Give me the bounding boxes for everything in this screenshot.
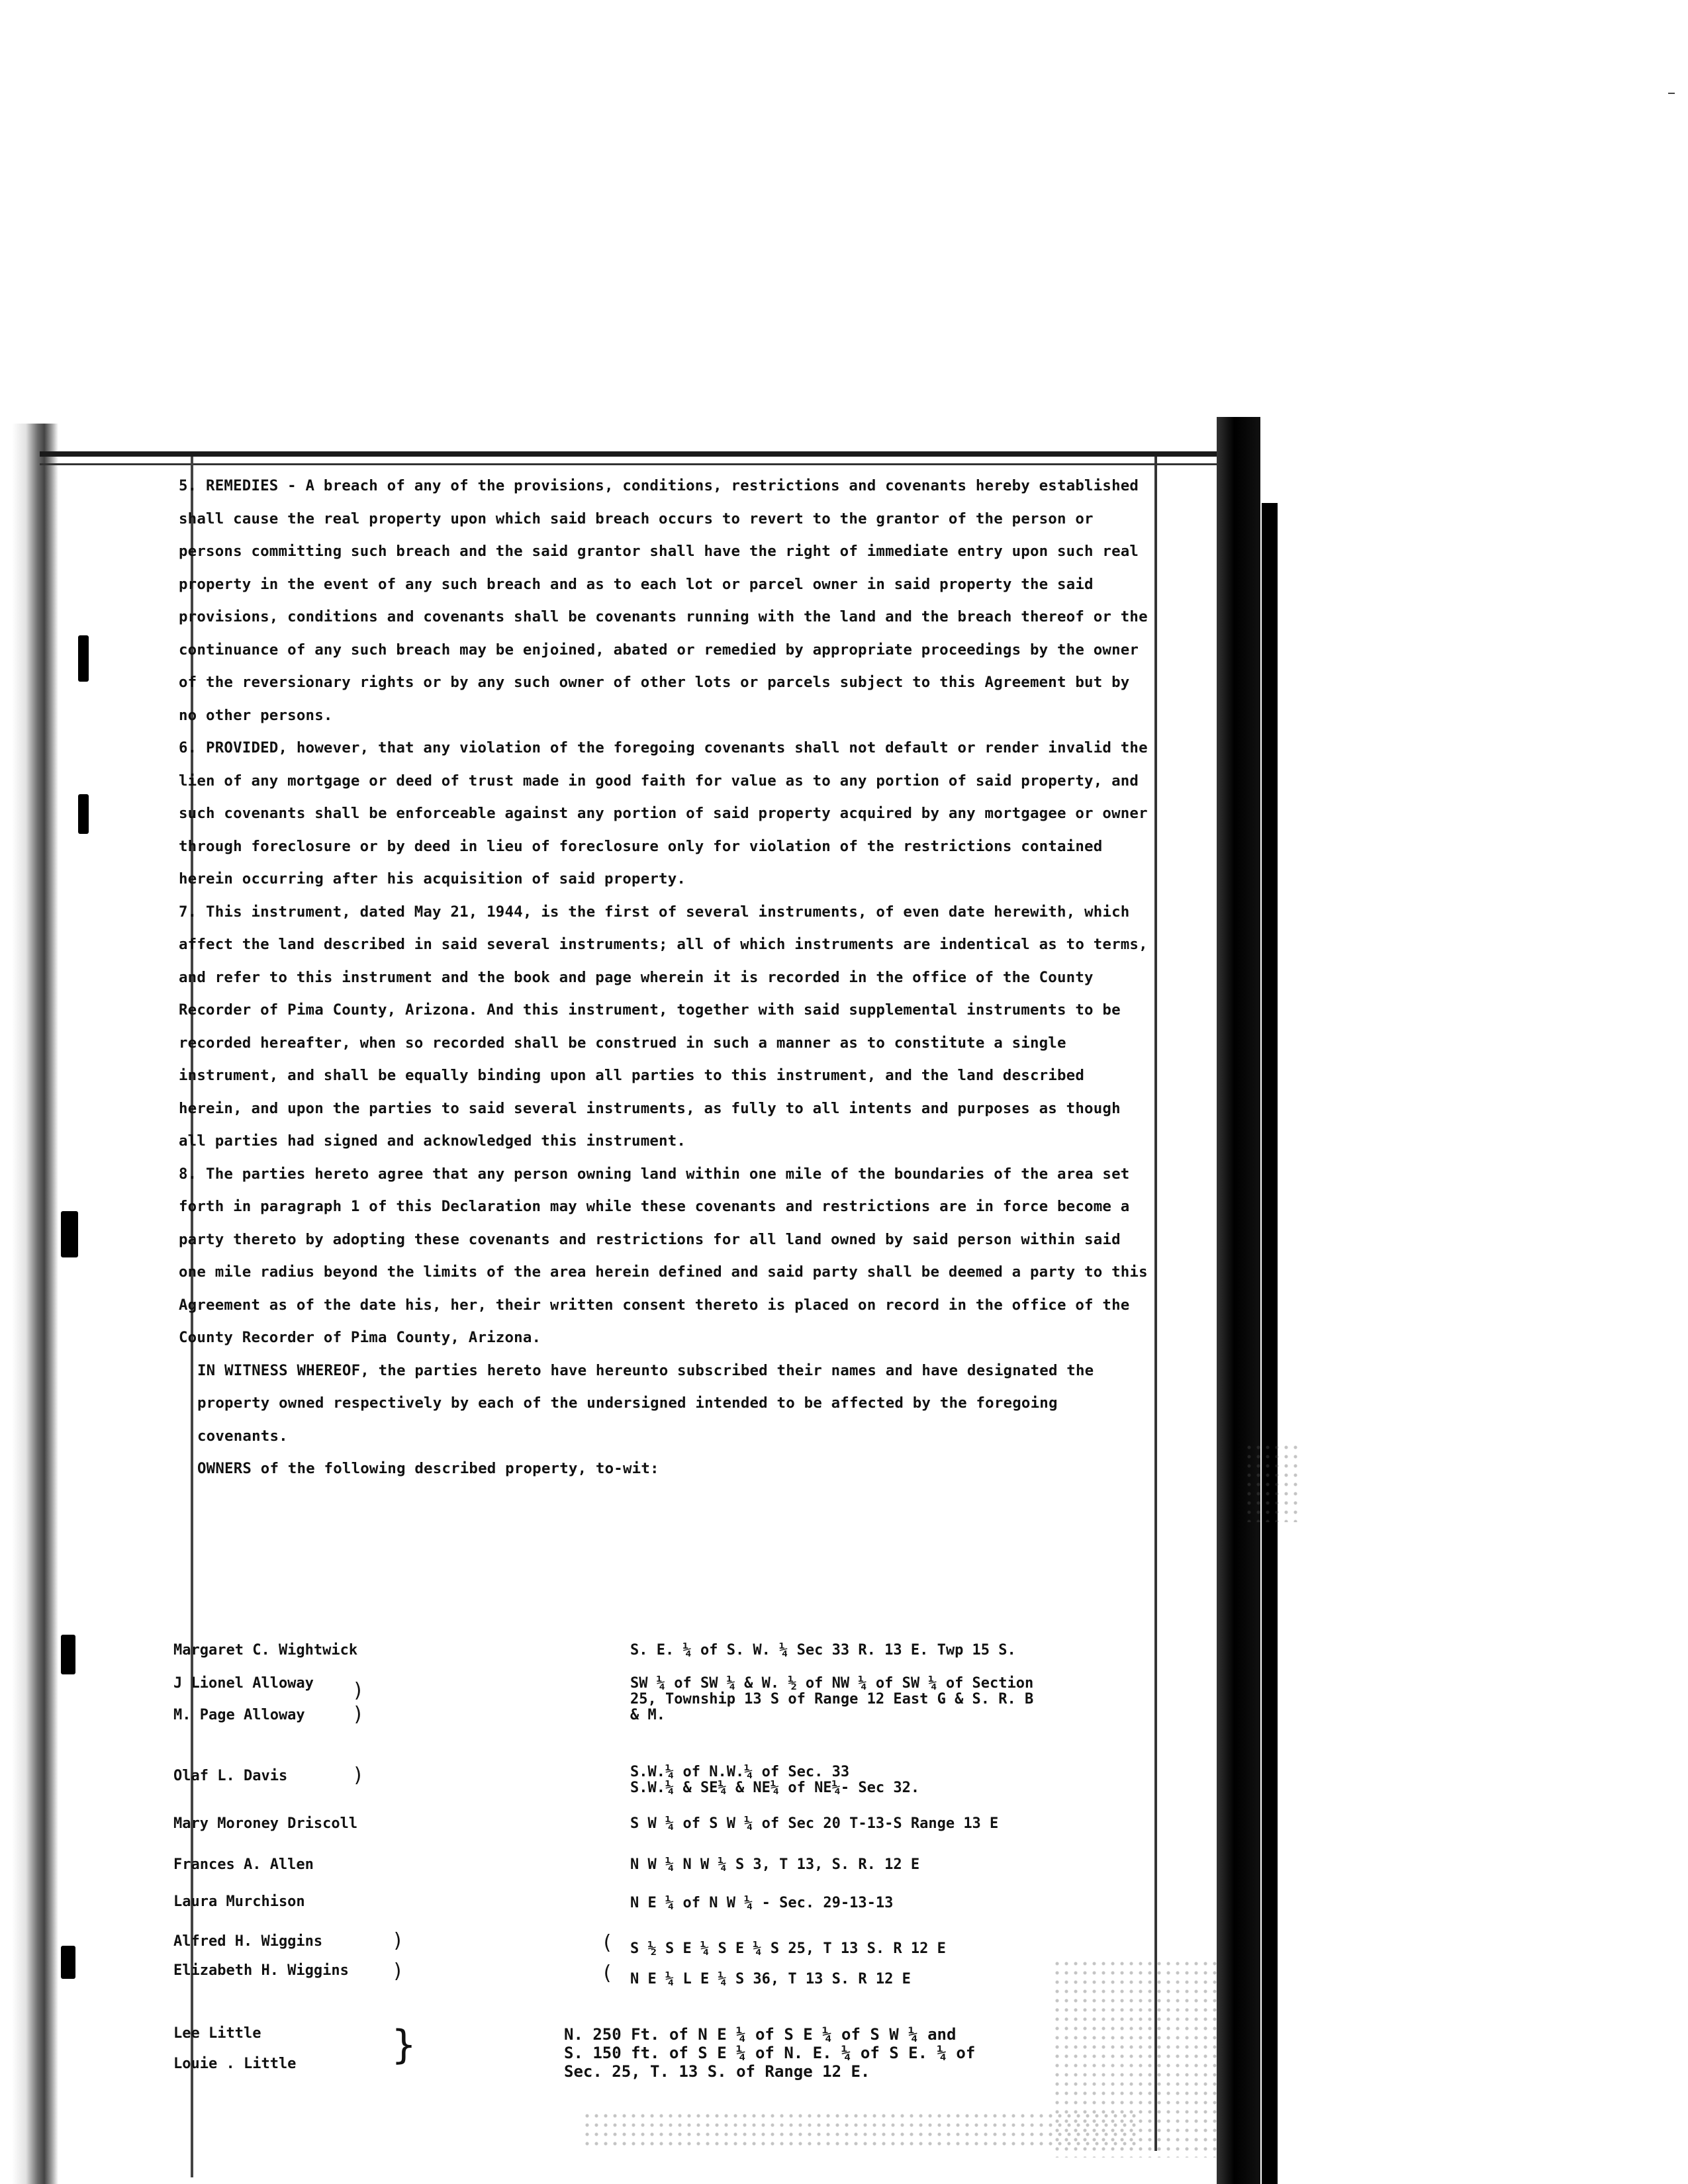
owner-name: J Lionel Alloway [173,1675,314,1692]
property-description: S W ¼ of S W ¼ of Sec 20 T-13-S Range 13 E [630,1815,999,1832]
brace-symbol: } [392,2022,416,2068]
owner-name: Louie . Little [173,2056,297,2072]
paragraph-provided: 6. PROVIDED, however, that any violation of the foregoing covenants shall not default or render invalid the lien of any mortgage or deed of trust made in good faith for value as to any portion of said property, and such covenants shall be enforceable against any portion of said property acquired by any mortgagee or owner through foreclosure or by deed in lieu of foreclosure only for violation of the restrictions contained herein occurring after his acquisition of said property. [179,739,1148,887]
scan-noise [1244,1443,1297,1522]
owner-name: Olaf L. Davis [173,1768,288,1784]
paragraph-owners-heading: OWNERS of the following described property, to-wit: [197,1460,659,1477]
binding-hole-mark [61,1211,78,1257]
brace-symbol: ( [601,1962,614,1985]
property-description: N. 250 Ft. of N E ¼ of S E ¼ of S W ¼ and S. 150 ft. of S E ¼ of N. E. ¼ of S E. ¼ of Sec. 25, T. 13 S. of Range 12 E. [564,2025,976,2081]
paragraph-parties-agree: 8. The parties hereto agree that any person owning land within one mile of the boundaries of the area set forth in paragraph 1 of this Declaration may while these covenants and restrictions are in force become a party thereto by adopting these covenants and restrictions for all land owned by said person within said one mile radius beyond the limits of the area herein defined and said party shall be deemed a party to this Agreement as of the date his, her, their written consent thereto is placed on record in the office of the County Recorder of Pima County, Arizona. [179,1165,1148,1346]
brace-symbol: ) [352,1703,365,1726]
scan-right-edge [1217,417,1260,2184]
property-description: S ½ S E ¼ S E ¼ S 25, T 13 S. R 12 E N E ¼ L E ¼ S 36, T 13 S. R 12 E [630,1940,946,1987]
binding-hole-mark [78,635,89,682]
owner-name: Mary Moroney Driscoll [173,1815,358,1832]
scan-mark [1668,93,1675,94]
scan-right-shadow [1262,503,1278,2184]
property-description: SW ¼ of SW ¼ & W. ½ of NW ¼ of SW ¼ of Section 25, Township 13 S of Range 12 East G & S. R. B & M. [630,1675,1034,1723]
binding-hole-mark [61,1635,75,1674]
scan-left-edge [12,424,58,2184]
property-description: N W ¼ N W ¼ S 3, T 13, S. R. 12 E [630,1856,920,1873]
owner-name: Elizabeth H. Wiggins [173,1962,349,1979]
document-body [179,470,1152,1486]
paragraph-in-witness: IN WITNESS WHEREOF, the parties hereto have hereunto subscribed their names and have designated the property owned respectively by each of the undersigned intended to be affected by the foregoing covenants. [197,1361,1094,1445]
brace-symbol: ) [392,1960,404,1983]
owner-name: Laura Murchison [173,1893,305,1910]
top-rule [40,451,1218,457]
owner-name: Lee Little [173,2025,261,2042]
brace-symbol: ) [392,1929,404,1952]
owner-name: M. Page Alloway [173,1707,305,1723]
owner-name: Alfred H. Wiggins [173,1933,323,1950]
brace-symbol: ( [601,1931,614,1954]
right-margin-line [1154,457,1157,2151]
brace-symbol: ) [352,1679,365,1702]
paragraph-remedies: 5. REMEDIES - A breach of any of the provisions, conditions, restrictions and covenants hereby established shall cause the real property upon which said breach occurs to revert to the grantor of the person or persons committing such breach and the said grantor shall have the right of immediate entry upon such real property in the event of any such breach and as to each lot or parcel owner in said property the said provisions, conditions and covenants shall be covenants running with the land and the breach thereof or the continuance of any such breach may be enjoined, abated or remedied by appropriate proceedings by the owner of the reversionary rights or by any such owner of other lots or parcels subject to this Agreement but by no other persons. [179,477,1148,724]
top-rule-thin [40,463,1218,465]
property-description: S. E. ¼ of S. W. ¼ Sec 33 R. 13 E. Twp 15 S. [630,1642,1016,1659]
paragraph-instrument: 7. This instrument, dated May 21, 1944, is the first of several instruments, of even date herewith, which affect the land described in said several instruments; all of which instruments are indentical as to terms, and refer to this instrument and the book and page wherein it is recorded in the office of the County Recorder of Pima County, Arizona. And this instrument, together with said supplemental instruments to be recorded hereafter, when so recorded shall be construed in such a manner as to constitute a single instrument, and shall be equally binding upon all parties to this instrument, and the land described herein, and upon the parties to said several instruments, as fully to all intents and purposes as though all parties had signed and acknowledged this instrument. [179,903,1148,1150]
binding-hole-mark [78,794,89,834]
property-description: S.W.¼ of N.W.¼ of Sec. 33 S.W.¼ & SE¼ & NE¼ of NE¼- Sec 32. [630,1764,920,1796]
property-description: N E ¼ of N W ¼ - Sec. 29-13-13 [630,1895,894,1911]
owner-name: Margaret C. Wightwick [173,1642,358,1659]
brace-symbol: ) [352,1764,365,1787]
binding-hole-mark [61,1946,75,1979]
owner-name: Frances A. Allen [173,1856,314,1873]
